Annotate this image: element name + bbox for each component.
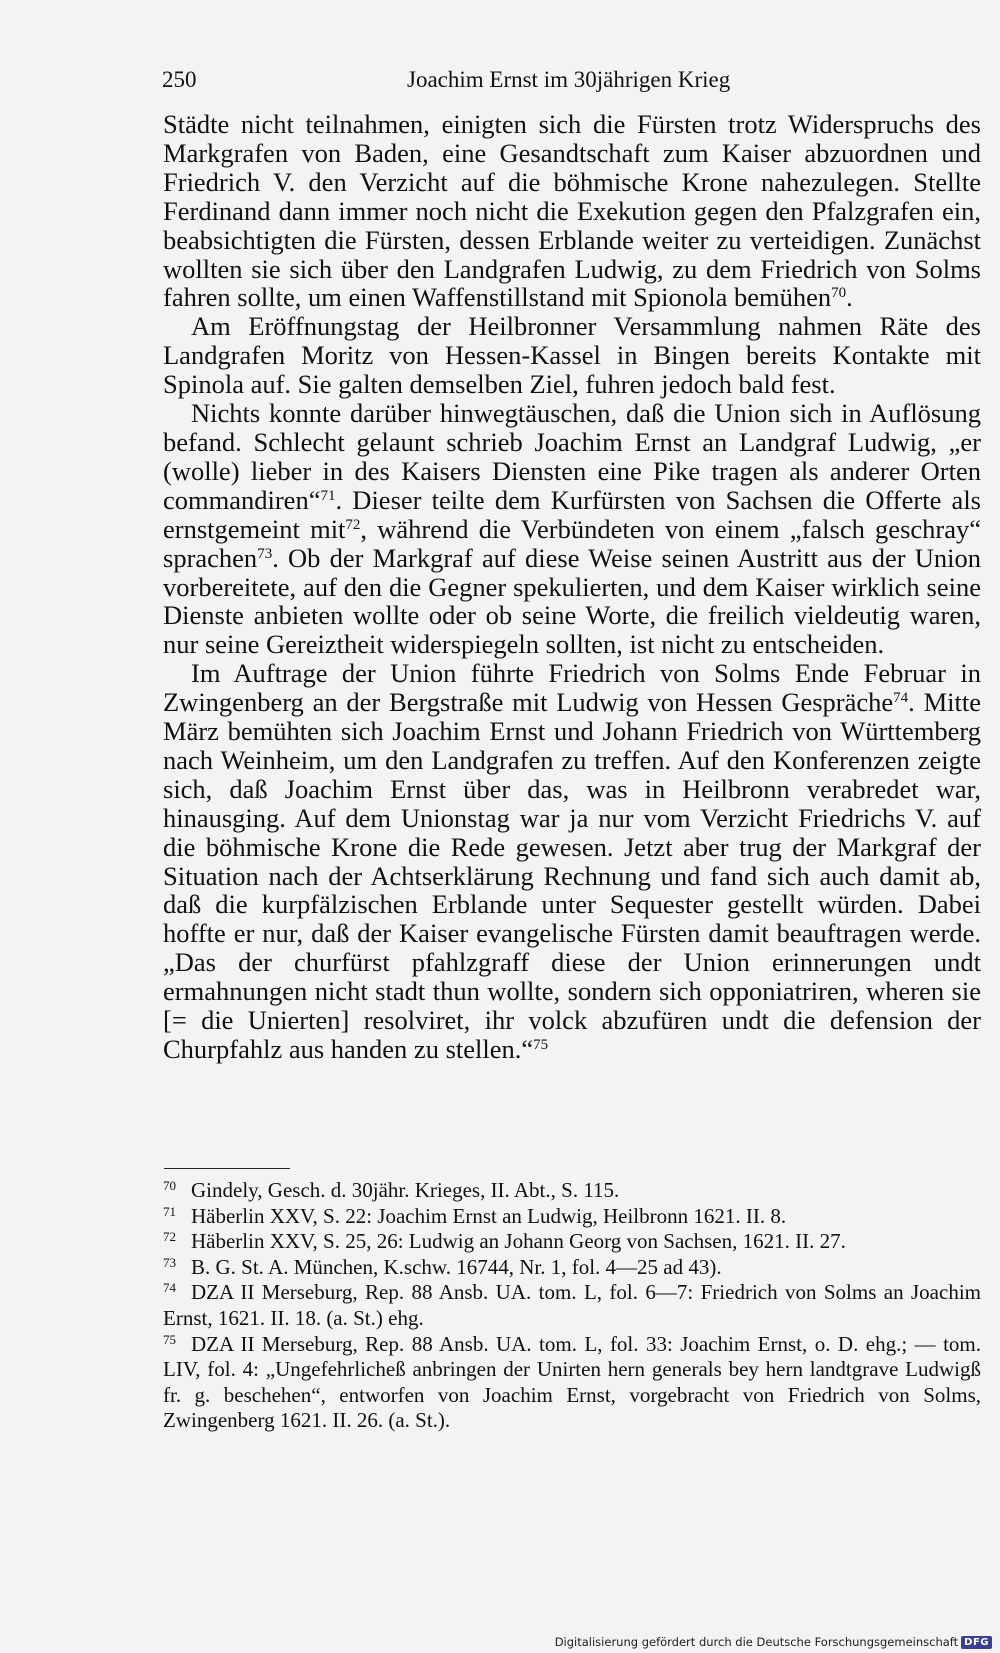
page-header <box>162 67 982 101</box>
paragraph-3: Nichts konnte darüber hinwegtäuschen, daß die Union sich in Auflösung befand. Schlecht gelaunt schrieb Joachim Ernst an Landgraf Ludwig, „er (wolle) lieber in des Kaisers Diensten eine Pike tragen als anderer Orten commandiren“$^{71}$. Dieser teilte dem Kurfürsten von Sachsen die Offerte als ernstgemeint mit$^{72}$, während die Verbündeten von einem „falsch geschray“ sprachen$^{73}$. Ob der Markgraf auf diese Weise seinen Austritt aus der Union vorbereitete, auf den die Gegner spekulierten, und dem Kaiser wirklich seine Dienste anbieten wollte oder ob seine Worte, die freilich vieldeutig waren, nur seine Gereiztheit widerspiegeln sollten, ist nicht zu entscheiden. <box>163 398 981 660</box>
page-number: 250 <box>162 67 197 92</box>
footnote-74: $^{74}$ DZA II Merseburg, Rep. 88 Ansb. UA. tom. L, fol. 6—7: Friedrich von Solms an Joachim Ernst, 1621. II. 18. (a. St.) ehg. <box>163 1280 981 1330</box>
running-title: Joachim Ernst im 30jährigen Krieg <box>407 67 731 92</box>
footnote-separator <box>164 1168 290 1169</box>
paragraph-2: Am Eröffnungstag der Heilbronner Versammlung nahmen Räte des Landgrafen Moritz von Hessen-Kassel in Bingen bereits Kontakte mit Spinola auf. Sie galten demselben Ziel, fuhren jedoch bald fest. <box>163 311 981 400</box>
digitization-credit <box>555 1635 992 1649</box>
footnote-70: $^{70}$ Gindely, Gesch. d. 30jähr. Krieges, II. Abt., S. 115. <box>163 1178 620 1202</box>
footnote-72: $^{72}$ Häberlin XXV, S. 25, 26: Ludwig an Johann Georg von Sachsen, 1621. II. 27. <box>163 1229 846 1254</box>
footnote-ref-75: 75 <box>533 1037 549 1053</box>
dfg-logo-icon: DFG <box>961 1636 992 1649</box>
paragraph-4: Im Auftrage der Union führte Friedrich von Solms Ende Februar in Zwingenberg an der Bergstraße mit Ludwig von Hessen Gespräche$^{74}$. Mitte März bemühten sich Joachim Ernst und Johann Friedrich von Württemberg nach Weinheim, um den Landgrafen zu treffen. Auf den Konferenzen zeigte sich, daß Joachim Ernst über das, was in Heilbronn verabredet war, hinausging. Auf dem Unionstag war ja nur vom Verzicht Friedrichs V. auf die böhmische Krone die Rede gewesen. Jetzt aber trug der Markgraf der Situation nach der Achtserklärung Rechnung und fand sich auch damit ab, daß die kurpfälzischen Erblande unter Sequester gestellt würden. Dabei hoffte er nur, daß der Kaiser evangelische Fürsten damit beauftragen werde. „Das der churfürst pfahlzgraff diese der Union erinnerungen undt ermahnungen nicht stadt thun wollte, sondern sich opponiatriren, wheren sie [= die Unierten] resolviret, ihr volck abzufüren undt die defension der Churpfahlz aus handen zu stellen.“$^{75}$ <box>163 658 981 1064</box>
footnote-ref-73: 73 <box>257 545 273 562</box>
footnote-75: $^{75}$ DZA II Merseburg, Rep. 88 Ansb. UA. tom. L, fol. 33: Joachim Ernst, o. D. ehg.; — tom. LIV, fol. 4: „Ungefehrlicheß anbringen der Unirten hern generals bey hern landtgrave Ludwigß fr. g. beschehen“, entworfen von Joachim Ernst, vorgebracht von Friedrich von Solms, Zwingenberg 1621. II. 26. (a. St.). <box>163 1331 981 1433</box>
footnote-73: $^{73}$ B. G. St. A. München, K.schw. 16744, Nr. 1, fol. 4—25 ad 43). <box>163 1254 722 1279</box>
footnotes <box>163 1178 981 1434</box>
footnote-ref-74: 74 <box>893 690 909 707</box>
footnote-ref-72: 72 <box>345 516 361 533</box>
footnote-ref-70: 70 <box>831 285 847 302</box>
paragraph-1: Städte nicht teilnahmen, einigten sich die Fürsten trotz Widerspruchs des Markgrafen von Baden, eine Gesandtschaft zum Kaiser abzuordnen und Friedrich V. den Verzicht auf die böhmische Krone nahezulegen. Stellte Ferdinand dann immer noch nicht die Exekution gegen den Pfalzgrafen ein, beabsichtigten die Fürsten, dessen Erblande weiter zu verteidigen. Zunächst wollten sie sich über den Landgrafen Ludwig, zu dem Friedrich von Solms fahren sollte, um einen Waffenstillstand mit Spionola bemühen$^{70}$. <box>163 109 981 313</box>
main-text <box>163 110 981 1064</box>
footnote-71: $^{71}$ Häberlin XXV, S. 22: Joachim Ernst an Ludwig, Heilbronn 1621. II. 8. <box>163 1203 787 1228</box>
credit-text: Digitalisierung gefördert durch die Deutsche Forschungsgemeinschaft <box>554 1635 959 1649</box>
footnote-ref-71: 71 <box>320 487 336 504</box>
